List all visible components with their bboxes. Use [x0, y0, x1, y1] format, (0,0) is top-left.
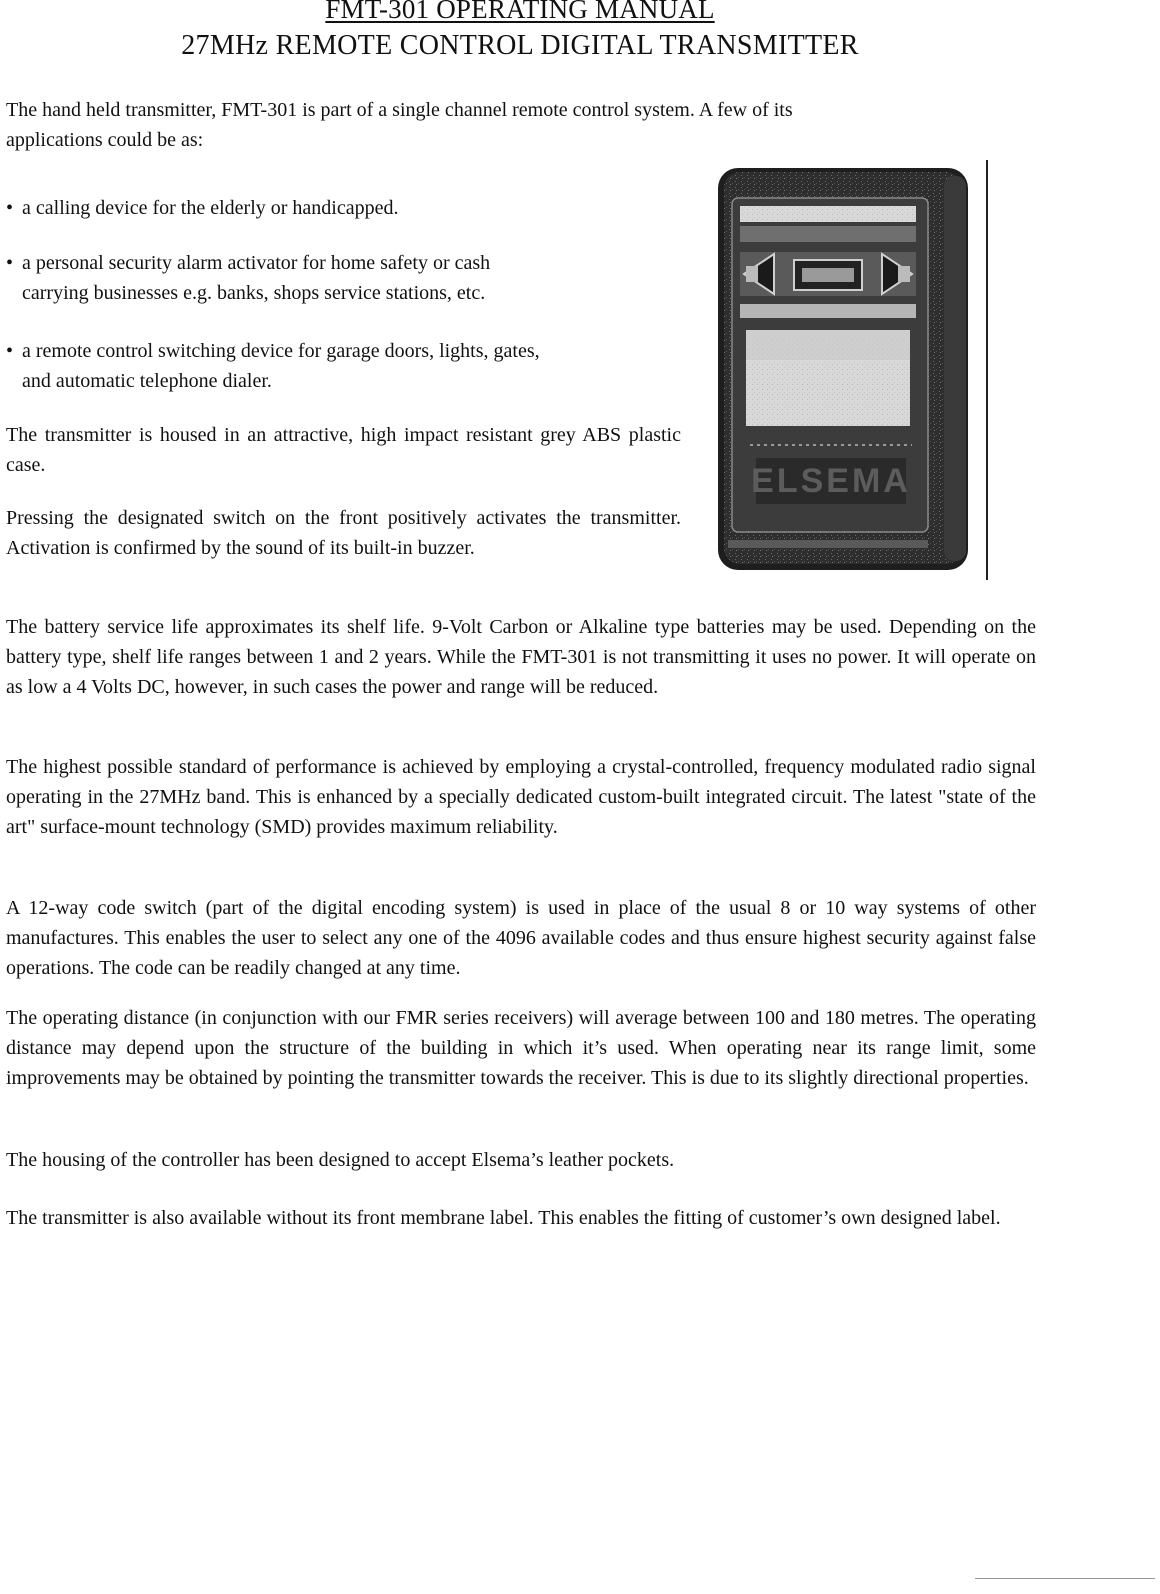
bullet-item-calling-device — [6, 193, 676, 223]
bullet-text: a calling device for the elderly or handicapped. — [22, 197, 399, 219]
photo-border-line — [986, 160, 988, 580]
intro-line-2: applications could be as: — [6, 129, 204, 151]
bullet-icon: • — [6, 340, 14, 362]
document-title-text: FMT-301 OPERATING MANUAL — [325, 0, 715, 24]
transmitter-photo — [716, 162, 986, 582]
svg-text:ELSEMA: ELSEMA — [751, 462, 911, 500]
bullet-text-continued: and automatic telephone dialer. — [22, 370, 272, 392]
intro-line-1: The hand held transmitter, FMT-301 is part of a single channel remote control system. A few of its — [6, 99, 793, 121]
document-title — [0, 0, 1040, 25]
bullet-icon: • — [6, 252, 14, 274]
paragraph-battery: The battery service life approximates its shelf life. 9-Volt Carbon or Alkaline type batteries may be used. Depending on the battery type, shelf life ranges between 1 and 2 years. While the FMT-301 is not transmitting it uses no power. It will operate on as low a 4 Volts DC, however, in such cases the power and range will be reduced. — [6, 616, 1036, 698]
paragraph-pressing-switch: Pressing the designated switch on the front positively activates the transmitter. Activation is confirmed by the sound of its built-in buzzer. — [6, 507, 681, 559]
transmitter-device-icon — [716, 162, 986, 582]
bullet-icon: • — [6, 197, 14, 219]
bullet-item-security-alarm — [6, 248, 676, 308]
bullet-item-remote-switching — [6, 336, 676, 396]
paragraph-operating-distance: The operating distance (in conjunction with our FMR series receivers) will average between 100 and 180 metres. The operating distance may depend upon the structure of the building in which it’s used. When operating near its range limit, some improvements may be obtained by pointing the transmitter towards the receiver. This is due to its slightly directional properties. — [6, 1007, 1036, 1089]
bullet-text-continued: carrying businesses e.g. banks, shops service stations, etc. — [22, 282, 486, 304]
document-subtitle: 27MHz REMOTE CONTROL DIGITAL TRANSMITTER — [181, 30, 859, 61]
intro-paragraph — [6, 95, 1036, 155]
paragraph-leather-pockets: The housing of the controller has been designed to accept Elsema’s leather pockets. — [6, 1149, 675, 1171]
paragraph-housing-case: The transmitter is housed in an attractive, high impact resistant grey ABS plastic case. — [6, 424, 681, 476]
bullet-text: a personal security alarm activator for home safety or cash — [22, 252, 491, 274]
paragraph-membrane-label: The transmitter is also available without its front membrane label. This enables the fitting of customer’s own designed label. — [6, 1207, 1001, 1229]
paragraph-code-switch: A 12-way code switch (part of the digital encoding system) is used in place of the usual 8 or 10 way systems of other manufactures. This enables the user to select any one of the 4096 available codes and thus ensure highest security against false operations. The code can be readily changed at any time. — [6, 897, 1036, 979]
bullet-text: a remote control switching device for garage doors, lights, gates, — [22, 340, 540, 362]
paragraph-performance: The highest possible standard of performance is achieved by employing a crystal-controlled, frequency modulated radio signal operating in the 27MHz band. This is enhanced by a specially dedicated custom-built integrated circuit. The latest "state of the art" surface-mount technology (SMD) provides maximum reliability. — [6, 756, 1036, 838]
footer-rule — [975, 1578, 1155, 1579]
